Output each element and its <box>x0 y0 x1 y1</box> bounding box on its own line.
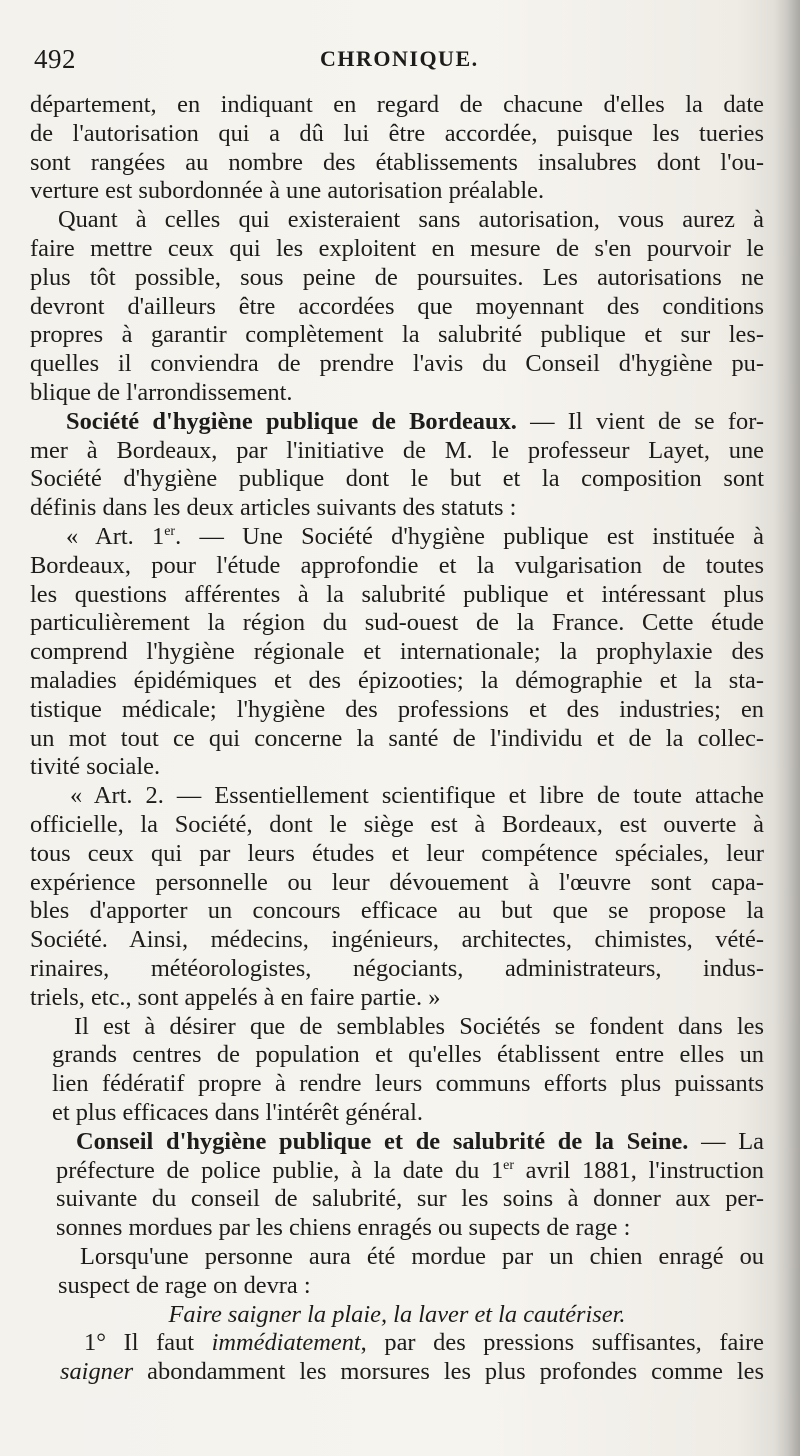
text-line <box>30 925 764 955</box>
page-edge-shadow <box>774 0 800 1456</box>
text-fragment: comprend l'hygiène régionale et internationale; la prophylaxie des <box>30 638 764 666</box>
text-line <box>30 90 764 120</box>
text-fragment: les questions afférentes à la salubrité publique et intéressant plus <box>30 580 764 608</box>
text-line <box>52 1069 764 1099</box>
text-fragment: particulièrement la région du sud-ouest de la France. Cette étude <box>30 609 764 637</box>
text-line <box>56 1184 764 1214</box>
text-fragment: — Il vient de se for- <box>516 407 764 435</box>
text-line <box>30 724 764 754</box>
text-line <box>52 1098 423 1128</box>
text-line <box>58 1271 311 1301</box>
text-fragment: département, en indiquant en regard de chacune d'elles la date <box>30 91 764 118</box>
text-fragment: et plus efficaces dans l'intérêt général. <box>52 1099 423 1126</box>
superscript: er <box>503 1157 515 1173</box>
text-fragment: faire mettre ceux qui les exploitent en mesure de s'en pourvoir le <box>30 235 764 262</box>
text-fragment: maladies épidémiques et des épizooties; la démographie et la sta- <box>30 667 764 694</box>
text-line <box>30 378 292 408</box>
text-line <box>30 983 440 1013</box>
text-fragment: officielle, la Société, dont le siège est à Bordeaux, est ouverte à <box>30 811 764 838</box>
section-heading: Société d'hygiène publique de Bordeaux. <box>66 407 517 435</box>
text-fragment: . — Une Société d'hygiène publique est instituée à <box>175 523 764 550</box>
text-line <box>66 522 764 552</box>
text-fragment: lien fédératif propre à rendre leurs communs efforts plus puissants <box>52 1070 764 1098</box>
text-fragment: bles d'apporter un concours efficace au but que se propose la <box>30 897 764 925</box>
text-line <box>66 407 764 437</box>
text-fragment: devront d'ailleurs être accordées que moyennant des conditions <box>30 292 764 320</box>
text-line <box>60 1357 764 1387</box>
text-line <box>30 349 764 379</box>
text-line <box>30 752 160 782</box>
text-fragment: Société d'hygiène publique dont le but et la composition sont <box>30 465 764 493</box>
text-line <box>30 580 764 610</box>
text-fragment: , par des pressions suffisantes, faire <box>360 1329 764 1357</box>
text-fragment: Il est à désirer que de semblables Sociétés se fondent dans les <box>74 1012 764 1040</box>
text-fragment: expérience personnelle ou leur dévouement à l'œuvre sont capa- <box>30 868 764 896</box>
text-line <box>30 810 764 840</box>
section-heading: Conseil d'hygiène publique et de salubrité de la Seine. <box>76 1127 689 1155</box>
text-fragment: « Art. 1 <box>66 523 165 550</box>
text-fragment: mer à Bordeaux, par l'initiative de M. le professeur Layet, une <box>30 436 764 464</box>
text-fragment: Lorsqu'une personne aura été mordue par un chien enragé ou <box>80 1243 764 1270</box>
text-line <box>30 839 764 869</box>
text-line <box>30 292 764 322</box>
text-line <box>30 666 764 696</box>
text-line <box>30 1300 764 1330</box>
body-text <box>30 90 768 1446</box>
text-fragment: préfecture de police publie, à la date du 1 <box>56 1156 504 1184</box>
text-fragment: « Art. 2. — Essentiellement scientifique et libre de toute attache <box>70 782 764 810</box>
text-fragment: plus tôt possible, sous peine de poursuites. Les autorisations ne <box>30 263 764 291</box>
text-fragment: blique de l'arrondissement. <box>30 379 293 406</box>
text-fragment: de l'autorisation qui a dû lui être accordée, puisque les tueries <box>30 119 764 147</box>
text-line <box>30 263 764 293</box>
text-fragment: Quant à celles qui existeraient sans autorisation, vous aurez à <box>58 206 764 234</box>
text-fragment: Faire saigner la plaie, la laver et la cautériser. <box>168 1300 626 1328</box>
text-line <box>30 119 764 149</box>
page-header <box>34 44 764 78</box>
text-line <box>56 1213 630 1243</box>
text-line <box>30 954 764 984</box>
text-fragment: définis dans les deux articles suivants des statuts : <box>30 494 517 522</box>
text-fragment: sont rangées au nombre des établissements insalubres dont l'ou- <box>30 148 764 176</box>
text-fragment: sonnes mordues par les chiens enragés ou supects de rage : <box>56 1214 631 1242</box>
emphasis: saigner <box>60 1358 134 1386</box>
text-fragment: tous ceux qui par leurs études et leur compétence spéciales, leur <box>30 839 764 867</box>
emphasis: immédiatement <box>211 1329 361 1357</box>
text-fragment: abondamment les morsures les plus profondes comme les <box>133 1358 764 1386</box>
text-line <box>52 1040 764 1070</box>
text-line <box>84 1328 764 1358</box>
running-head: CHRONIQUE. <box>320 46 479 71</box>
text-line <box>30 176 544 206</box>
text-fragment: 1° Il faut <box>84 1329 212 1357</box>
text-fragment: rinaires, météorologistes, négociants, administrateurs, indus- <box>30 955 764 982</box>
text-fragment: triels, etc., sont appelés à en faire partie. » <box>30 983 441 1011</box>
text-fragment: quelles il conviendra de prendre l'avis du Conseil d'hygiène pu- <box>30 350 764 378</box>
text-fragment: tivité sociale. <box>30 753 161 781</box>
text-fragment: un mot tout ce qui concerne la santé de l'individu et de la collec- <box>30 724 764 752</box>
text-line <box>30 320 764 350</box>
text-line <box>30 551 764 581</box>
text-line <box>80 1242 764 1272</box>
text-line <box>30 148 764 178</box>
text-line <box>56 1156 764 1186</box>
text-line <box>76 1127 764 1157</box>
text-line <box>30 464 764 494</box>
text-line <box>58 205 764 235</box>
text-fragment: grands centres de population et qu'elles établissent entre elles un <box>52 1041 764 1069</box>
text-fragment: Bordeaux, pour l'étude approfondie et la vulgarisation de toutes <box>30 551 764 579</box>
text-fragment: suivante du conseil de salubrité, sur les soins à donner aux per- <box>56 1185 764 1213</box>
text-line <box>30 436 764 466</box>
text-line <box>74 1012 764 1042</box>
text-line <box>30 637 764 667</box>
text-fragment: — La <box>688 1127 765 1155</box>
text-fragment: propres à garantir complètement la salubrité publique et sur les- <box>30 321 764 349</box>
text-line <box>30 896 764 926</box>
text-fragment: Société. Ainsi, médecins, ingénieurs, architectes, chimistes, vété- <box>30 926 764 954</box>
text-fragment: suspect de rage on devra : <box>58 1271 311 1299</box>
text-fragment: avril 1881, l'instruction <box>514 1156 764 1184</box>
text-fragment: verture est subordonnée à une autorisation préalable. <box>30 177 545 205</box>
text-fragment: tistique médicale; l'hygiène des professions et des industries; en <box>30 695 764 723</box>
text-line <box>30 234 764 264</box>
text-line <box>70 781 764 811</box>
text-line <box>30 868 764 898</box>
text-line <box>30 695 764 725</box>
text-line <box>30 493 516 523</box>
text-line <box>30 608 764 638</box>
superscript: er <box>164 524 176 539</box>
page-number: 492 <box>34 44 76 74</box>
